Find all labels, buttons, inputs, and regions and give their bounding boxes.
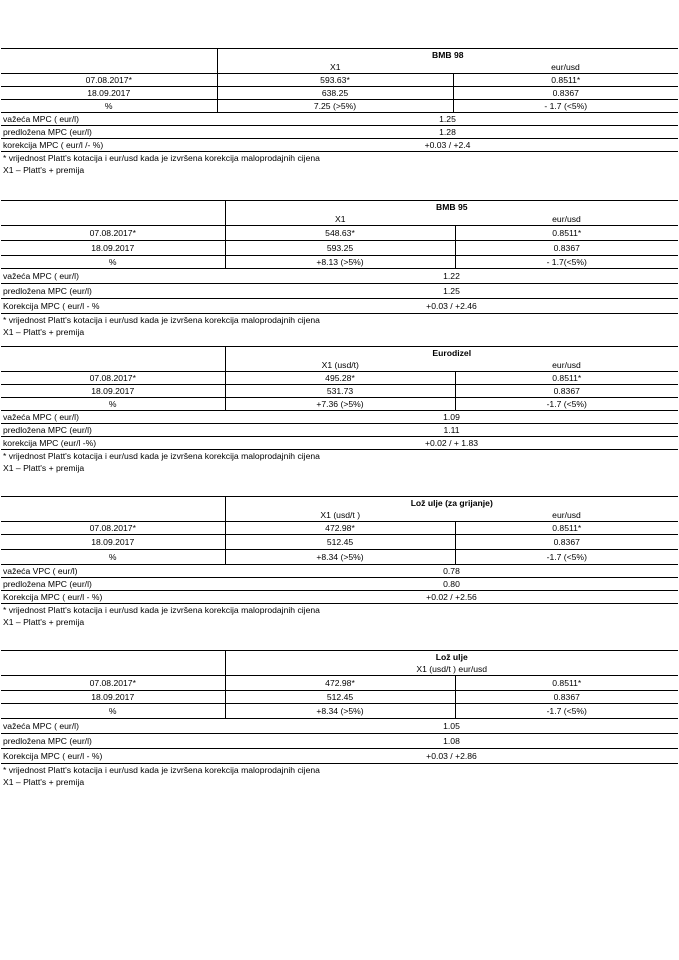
summary-row: važeća MPC ( eur/l) 1.09 — [1, 411, 678, 424]
summary-row: predložena MPC (eur/l) 1.25 — [1, 284, 678, 299]
table-row: 18.09.2017 512.45 0.8367 — [1, 535, 678, 550]
summary-row: važeća MPC ( eur/l) 1.05 — [1, 719, 678, 734]
summary-row: Korekcija MPC ( eur/l - %) +0.02 / +2.56 — [1, 591, 678, 604]
col-eurusd-header: eur/usd — [453, 61, 678, 74]
fuel-title: BMB 98 — [217, 49, 678, 62]
col-eurusd-header: eur/usd — [455, 509, 678, 522]
summary-table — [1, 269, 678, 314]
footnote: * vrijednost Platt's kotacija i eur/usd kada je izvršena korekcija maloprodajnih cijena — [3, 605, 320, 615]
summary-row: Korekcija MPC ( eur/l - % +0.03 / +2.46 — [1, 299, 678, 314]
table-row: % +8.13 (>5%) - 1.7(<5%) — [1, 256, 678, 269]
footnote: * vrijednost Platt's kotacija i eur/usd kada je izvršena korekcija maloprodajnih cijena — [3, 315, 320, 325]
summary-row: predložena MPC (eur/l) 0.80 — [1, 578, 678, 591]
col-x1-header: X1 — [225, 213, 455, 226]
section-bmb95 — [1, 200, 678, 338]
summary-row: predložena MPC (eur/l) 1.08 — [1, 734, 678, 749]
footnote-x1: X1 – Platt's + premija — [3, 617, 85, 627]
section-loz-ulje-grijanje — [1, 496, 678, 628]
col-eurusd-header: eur/usd — [455, 213, 678, 226]
price-table — [1, 48, 678, 113]
col-x1-header: X1 (usd/t ) eur/usd — [225, 663, 678, 676]
fuel-title: Lož ulje — [225, 651, 678, 664]
summary-row: važeća VPC ( eur/l) 0.78 — [1, 565, 678, 578]
summary-row: važeća MPC ( eur/l) 1.22 — [1, 269, 678, 284]
section-bmb98 — [1, 48, 678, 176]
price-table — [1, 496, 678, 565]
table-row: 18.09.2017 531.73 0.8367 — [1, 385, 678, 398]
footnote-x1: X1 – Platt's + premija — [3, 165, 85, 175]
price-table — [1, 200, 678, 269]
section-loz-ulje — [1, 650, 678, 788]
table-row: 07.08.2017* 495.28* 0.8511* — [1, 372, 678, 385]
footnote-x1: X1 – Platt's + premija — [3, 327, 85, 337]
summary-table — [1, 113, 678, 152]
table-row: 18.09.2017 638.25 0.8367 — [1, 87, 678, 100]
col-eurusd-header: eur/usd — [455, 359, 678, 372]
col-x1-header: X1 — [217, 61, 453, 74]
table-row: 07.08.2017* 548.63* 0.8511* — [1, 226, 678, 241]
table-row: % +7.36 (>5%) -1.7 (<5%) — [1, 398, 678, 411]
summary-table — [1, 565, 678, 604]
col-x1-header: X1 (usd/t ) — [225, 509, 455, 522]
footnote-x1: X1 – Platt's + premija — [3, 777, 85, 787]
summary-row: Korekcija MPC ( eur/l - %) +0.03 / +2.86 — [1, 749, 678, 764]
footnote: * vrijednost Platt's kotacija i eur/usd kada je izvršena korekcija maloprodajnih cijena — [3, 765, 320, 775]
fuel-title: Lož ulje (za grijanje) — [225, 497, 678, 510]
summary-row: predložena MPC (eur/l) 1.28 — [1, 126, 678, 139]
footnote: * vrijednost Platt's kotacija i eur/usd kada je izvršena korekcija maloprodajnih cijena — [3, 153, 320, 163]
fuel-title: BMB 95 — [225, 201, 678, 214]
summary-row: predložena MPC (eur/l) 1.11 — [1, 424, 678, 437]
summary-table — [1, 719, 678, 764]
table-row: 07.08.2017* 472.98* 0.8511* — [1, 676, 678, 691]
table-row: 07.08.2017* 593.63* 0.8511* — [1, 74, 678, 87]
section-eurodizel — [1, 346, 678, 474]
summary-table — [1, 411, 678, 450]
table-row: % 7.25 (>5%) - 1.7 (<5%) — [1, 100, 678, 113]
col-x1-header: X1 (usd/t) — [225, 359, 455, 372]
fuel-title: Eurodizel — [225, 347, 678, 360]
footnote-x1: X1 – Platt's + premija — [3, 463, 85, 473]
summary-row: važeća MPC ( eur/l) 1.25 — [1, 113, 678, 126]
price-table — [1, 650, 678, 719]
summary-row: korekcija MPC (eur/l -%) +0.02 / + 1.83 — [1, 437, 678, 450]
footnote: * vrijednost Platt's kotacija i eur/usd kada je izvršena korekcija maloprodajnih cijena — [3, 451, 320, 461]
table-row: 18.09.2017 512.45 0.8367 — [1, 691, 678, 704]
table-row: 18.09.2017 593.25 0.8367 — [1, 241, 678, 256]
table-row: % +8.34 (>5%) -1.7 (<5%) — [1, 550, 678, 565]
price-table — [1, 346, 678, 411]
summary-row: korekcija MPC ( eur/l /- %) +0.03 / +2.4 — [1, 139, 678, 152]
table-row: % +8.34 (>5%) -1.7 (<5%) — [1, 704, 678, 719]
table-row: 07.08.2017* 472.98* 0.8511* — [1, 522, 678, 535]
